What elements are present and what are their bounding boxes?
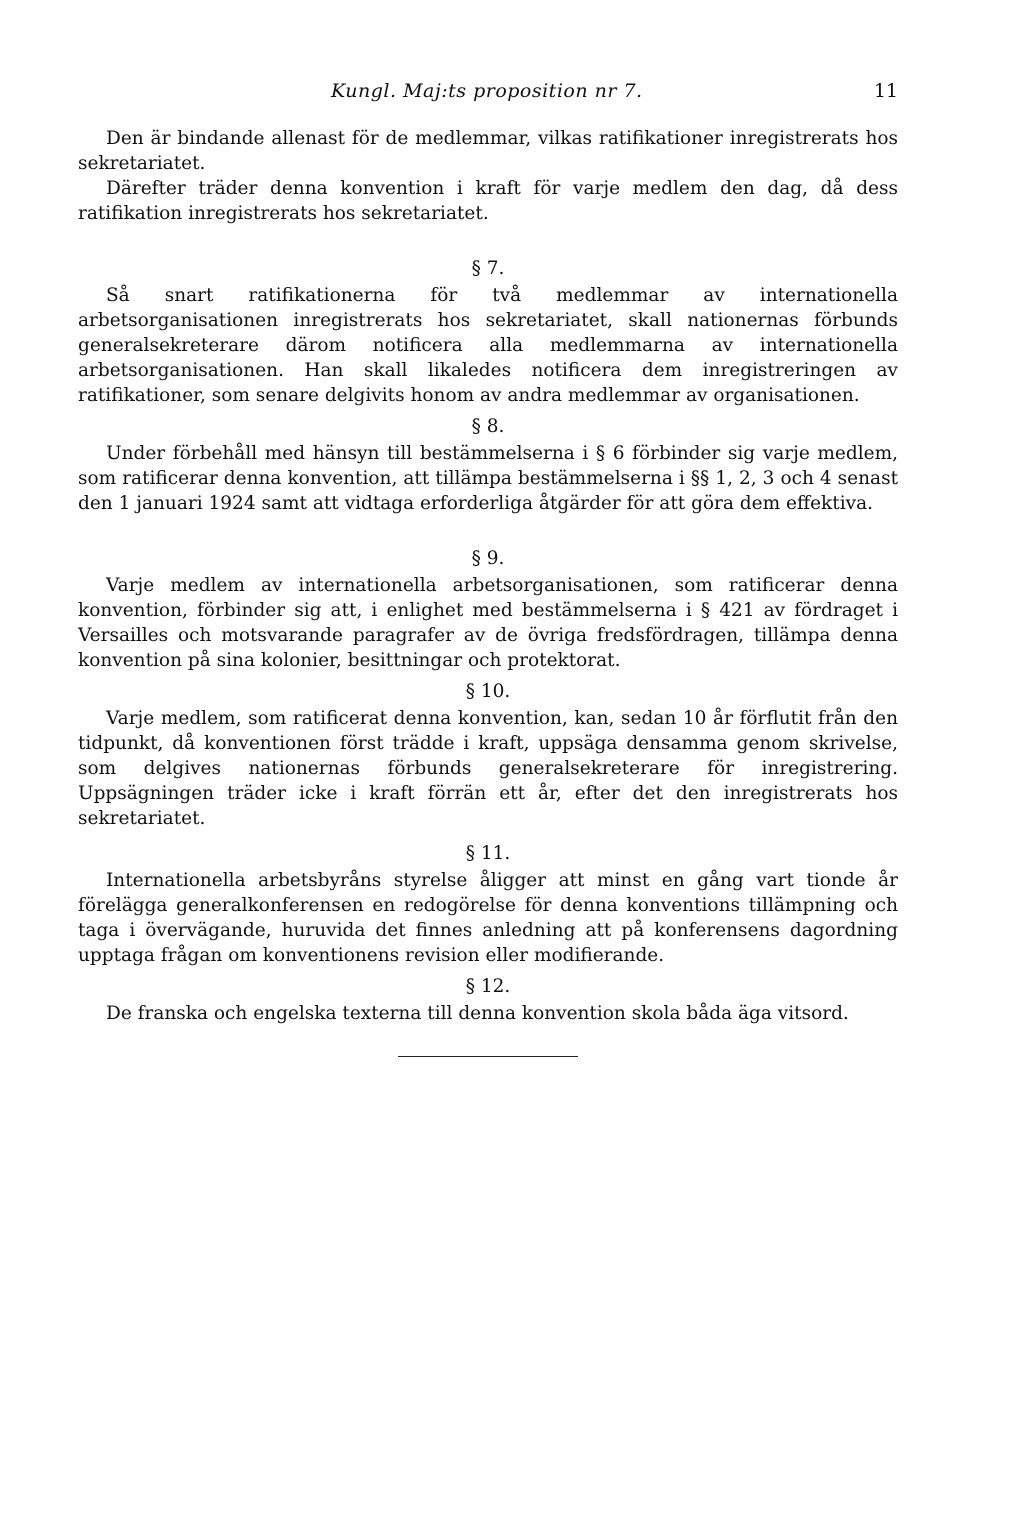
closing-rule [398,1056,578,1057]
section-heading-9: § 9. [471,548,505,569]
section-heading-12: § 12. [465,976,511,997]
running-title: Kungl. Maj:ts proposition nr 7. [331,80,643,102]
section-text-9: Varje medlem av internationella arbetsorganisationen, som ratificerar denna konvention, förbinder sig att, i enlighet med bestämmelserna i § 421 av fördraget i Versailles och motsvarande paragrafer av de övriga fredsfördragen, tillämpa denna konvention på sina kolonier, besittningar och protektorat. [78,575,898,671]
running-header [78,80,898,114]
section-text-8: Under förbehåll med hänsyn till bestämmelserna i § 6 förbinder sig varje medlem, som ratificerar denna konvention, att tillämpa bestämmelserna i §§ 1, 2, 3 och 4 senast den 1 januari 1924 samt att vidtaga erforderliga åtgärder för att göra dem effektiva. [78,443,898,514]
section-heading-7: § 7. [471,258,505,279]
section-text-12: De franska och engelska texterna till denna konvention skola båda äga vitsord. [106,1003,849,1024]
page-number: 11 [873,80,898,102]
section-heading-8: § 8. [471,416,505,437]
document-page [78,80,898,1057]
intro-paragraph-2: Därefter träder denna konvention i kraft för varje medlem den dag, då dess ratifikation inregistrerats hos sekretariatet. [78,178,898,224]
section-heading-10: § 10. [465,681,511,702]
section-text-10: Varje medlem, som ratificerat denna konvention, kan, sedan 10 år förflutit från den tidpunkt, då konventionen först trädde i kraft, uppsäga densamma genom skrivelse, som delgives nationernas förbunds generalsekreterare för inregistrering. Uppsägningen träder icke i kraft förrän ett år, efter det den inregistrerats hos sekretariatet. [78,708,898,829]
intro-paragraph-1: Den är bindande allenast för de medlemmar, vilkas ratifikationer inregistrerats hos sekretariatet. [78,128,898,174]
section-text-7: Så snart ratifikationerna för två medlemmar av internationella arbetsorganisationen inregistrerats hos sekretariatet, skall nationernas förbunds generalsekreterare därom notificera alla medlemmarna av internationella arbetsorganisationen. Han skall likaledes notificera dem inregistreringen av ratifikationer, som senare delgivits honom av andra medlemmar av organisationen. [78,285,898,406]
section-heading-11: § 11. [465,843,511,864]
section-text-11: Internationella arbetsbyråns styrelse åligger att minst en gång vart tionde år förelägga generalkonferensen en redogörelse för denna konventions tillämpning och taga i övervägande, huruvida det finnes anledning att på konferensens dagordning upptaga frågan om konventionens revision eller modifierande. [78,870,898,966]
